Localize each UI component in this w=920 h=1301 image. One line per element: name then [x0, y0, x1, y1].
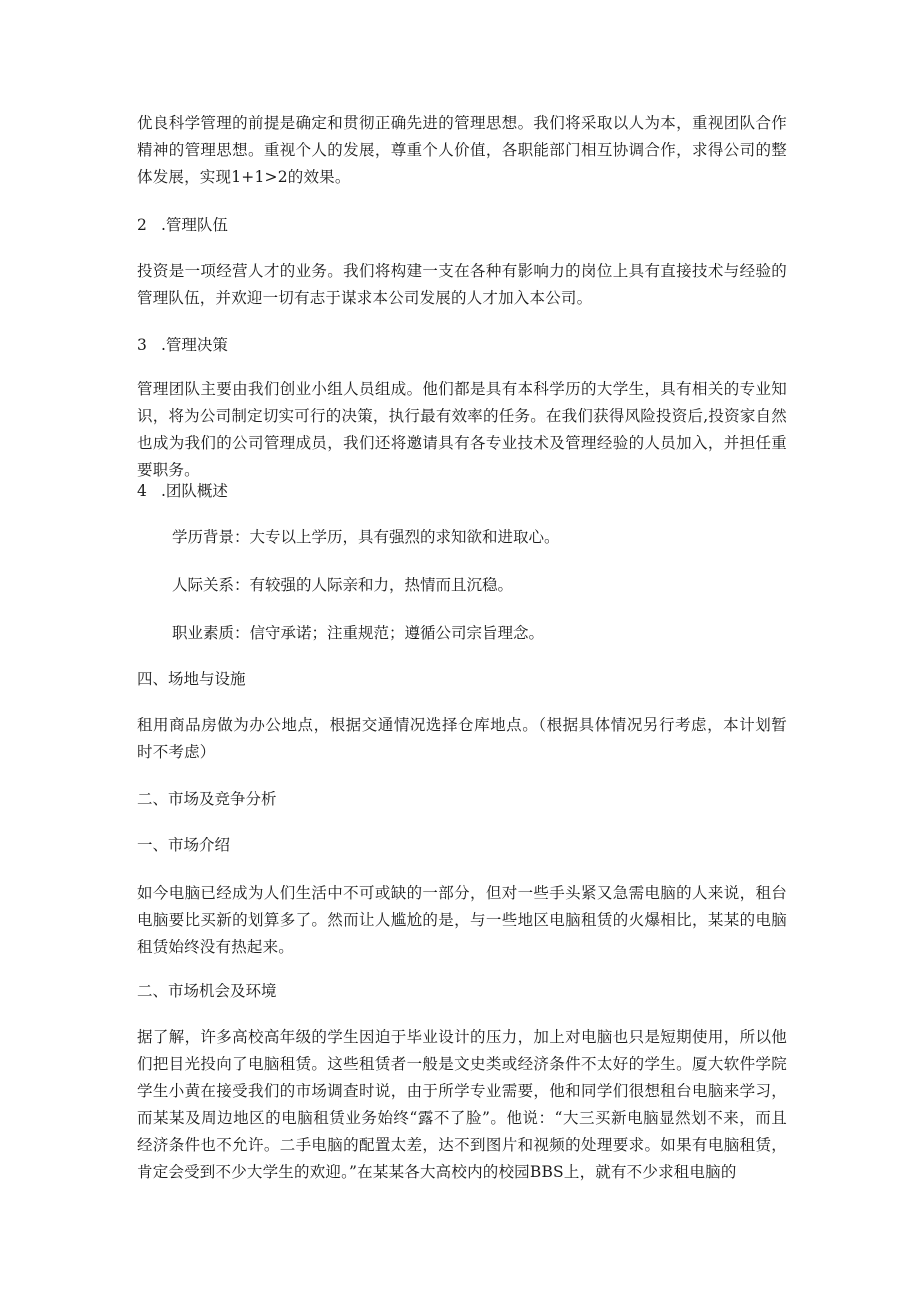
paragraph-decision: 管理团队主要由我们创业小组人员组成。他们都是具有本科学历的大学生，具有相关的专业知识，将为公司制定切实可行的决策，执行最有效率的任务。在我们获得风险投资后,投资家自然也成为我们的公司管理成员，我们还将邀请具有各专业技术及管理经验的人员加入，并担任重要职务。	[137, 380, 787, 479]
paragraph-relations: 人际关系：有较强的人际亲和力，热情而且沉稳。	[172, 576, 514, 594]
heading-number: 2	[137, 216, 147, 234]
paragraph-market-intro: 如今电脑已经成为人们生活中不可或缺的一部分，但对一些手头紧又急需电脑的人来说，租台电脑要比买新的划算多了。然而让人尴尬的是，与一些地区电脑租赁的火爆相比，某某的电脑租赁始终没有热起来。	[137, 884, 787, 956]
heading-market-environment: 二、市场机会及环境	[137, 982, 277, 1000]
heading-site-facilities: 四、场地与设施	[137, 670, 246, 688]
heading-number: 4	[137, 482, 147, 500]
heading-market-competition: 二、市场及竞争分析	[137, 790, 277, 808]
heading-text: .管理决策	[161, 336, 228, 354]
heading-market-intro: 一、市场介绍	[137, 836, 231, 854]
heading-text: .管理队伍	[161, 216, 228, 234]
heading-management-decision	[137, 334, 228, 356]
paragraph-education: 学历背景：大专以上学历，具有强烈的求知欲和进取心。	[172, 528, 560, 546]
heading-team-overview	[137, 480, 228, 502]
paragraph-management-thought: 优良科学管理的前提是确定和贯彻正确先进的管理思想。我们将采取以人为本，重视团队合作精神的管理思想。重视个人的发展，尊重个人价值，各职能部门相互协调合作，求得公司的整体发展，实现1+1>2的效果。	[137, 114, 787, 186]
paragraph-team-intro: 投资是一项经营人才的业务。我们将构建一支在各种有影响力的岗位上具有直接技术与经验的管理队伍，并欢迎一切有志于谋求本公司发展的人才加入本公司。	[137, 262, 787, 307]
heading-management-team	[137, 214, 228, 236]
heading-text: .团队概述	[161, 482, 228, 500]
paragraph-quality: 职业素质：信守承诺；注重规范；遵循公司宗旨理念。	[172, 624, 545, 642]
paragraph-market-environment: 据了解，许多高校高年级的学生因迫于毕业设计的压力，加上对电脑也只是短期使用，所以他们把目光投向了电脑租赁。这些租赁者一般是文史类或经济条件不太好的学生。厦大软件学院学生小黄在接受我们的市场调查时说，由于所学专业需要，他和同学们很想租台电脑来学习，而某某及周边地区的电脑租赁业务始终“露不了脸”。他说：“大三买新电脑显然划不来，而且经济条件也不允许。二手电脑的配置太差，达不到图片和视频的处理要求。如果有电脑租赁，肯定会受到不少大学生的欢迎。”在某某各大高校内的校园BBS上，就有不少求租电脑的	[137, 1028, 787, 1181]
heading-number: 3	[137, 336, 147, 354]
paragraph-site: 租用商品房做为办公地点，根据交通情况选择仓库地点。（根据具体情况另行考虑，本计划暂时不考虑）	[137, 716, 787, 761]
